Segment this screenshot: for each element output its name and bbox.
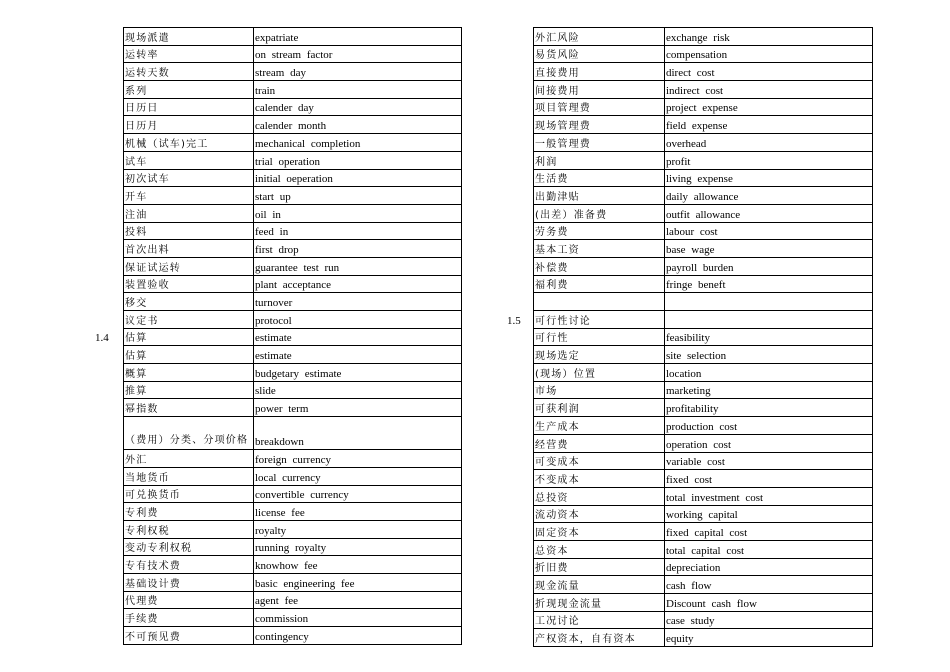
- english-term: compensation: [665, 45, 873, 63]
- english-term: foreign currency: [254, 450, 462, 468]
- glossary-row: [124, 28, 462, 46]
- chinese-term: 可获利润: [534, 399, 665, 417]
- chinese-term: 劳务费: [534, 222, 665, 240]
- glossary-row: [124, 240, 462, 258]
- glossary-row: [534, 611, 873, 629]
- chinese-term: 不变成本: [534, 470, 665, 488]
- chinese-term: 初次试车: [124, 169, 254, 187]
- glossary-row: [124, 151, 462, 169]
- glossary-row: [534, 151, 873, 169]
- chinese-term: 间接费用: [534, 81, 665, 99]
- chinese-term: 折现现金流量: [534, 594, 665, 612]
- english-term: production cost: [665, 417, 873, 435]
- glossary-row: [124, 346, 462, 364]
- chinese-term: 产权资本，自有资本: [534, 629, 665, 647]
- english-term: cash flow: [665, 576, 873, 594]
- english-term: local currency: [254, 467, 462, 485]
- chinese-term: 首次出料: [124, 240, 254, 258]
- glossary-row: [124, 450, 462, 468]
- chinese-term: 现金流量: [534, 576, 665, 594]
- glossary-row: [534, 63, 873, 81]
- chinese-term: 日历日: [124, 98, 254, 116]
- glossary-row: [534, 187, 873, 205]
- chinese-term: 系列: [124, 81, 254, 99]
- chinese-term: 可行性: [534, 328, 665, 346]
- chinese-term: 投料: [124, 222, 254, 240]
- glossary-row: [534, 222, 873, 240]
- chinese-term: 经营费: [534, 434, 665, 452]
- chinese-term: 保证试运转: [124, 257, 254, 275]
- chinese-term: 试车: [124, 151, 254, 169]
- glossary-row: [124, 204, 462, 222]
- english-term: mechanical completion: [254, 134, 462, 152]
- chinese-term: 手续费: [124, 609, 254, 627]
- english-term: equity: [665, 629, 873, 647]
- glossary-row: [124, 187, 462, 205]
- glossary-row: [534, 293, 873, 311]
- english-term: calender month: [254, 116, 462, 134]
- english-term: plant acceptance: [254, 275, 462, 293]
- chinese-term: 福利费: [534, 275, 665, 293]
- english-term: basic engineering fee: [254, 573, 462, 591]
- glossary-row: [534, 116, 873, 134]
- chinese-term: 可兑换货币: [124, 485, 254, 503]
- chinese-term: 现场管理费: [534, 116, 665, 134]
- glossary-row: [124, 556, 462, 574]
- english-term: feed in: [254, 222, 462, 240]
- glossary-row: [534, 311, 873, 329]
- english-term: calender day: [254, 98, 462, 116]
- english-term: fixed cost: [665, 470, 873, 488]
- chinese-term: 利润: [534, 151, 665, 169]
- english-term: train: [254, 81, 462, 99]
- chinese-term: 现场派遣: [124, 28, 254, 46]
- glossary-row: [534, 399, 873, 417]
- glossary-row: [124, 399, 462, 417]
- chinese-term: 机械（试车)完工: [124, 134, 254, 152]
- english-term: case study: [665, 611, 873, 629]
- section-number-1-5: 1.5: [507, 315, 521, 327]
- english-term: first drop: [254, 240, 462, 258]
- english-term: site selection: [665, 346, 873, 364]
- chinese-term: 固定资本: [534, 523, 665, 541]
- glossary-row: [534, 558, 873, 576]
- english-term: project expense: [665, 98, 873, 116]
- english-term: [665, 311, 873, 329]
- chinese-term: (现场）位置: [534, 364, 665, 382]
- english-term: living expense: [665, 169, 873, 187]
- chinese-term: （费用）分类、分项价格: [124, 417, 254, 450]
- english-term: variable cost: [665, 452, 873, 470]
- english-term: protocol: [254, 311, 462, 329]
- glossary-row: [534, 594, 873, 612]
- glossary-row: [124, 311, 462, 329]
- glossary-row: [124, 417, 462, 450]
- chinese-term: 不可预见费: [124, 627, 254, 645]
- glossary-row: [534, 275, 873, 293]
- chinese-term: 运转率: [124, 45, 254, 63]
- english-term: exchange risk: [665, 28, 873, 46]
- english-term: estimate: [254, 346, 462, 364]
- glossary-row: [534, 364, 873, 382]
- english-term: overhead: [665, 134, 873, 152]
- glossary-row: [124, 98, 462, 116]
- glossary-row: [534, 98, 873, 116]
- english-term: stream day: [254, 63, 462, 81]
- glossary-row: [124, 45, 462, 63]
- chinese-term: 外汇: [124, 450, 254, 468]
- glossary-row: [534, 629, 873, 647]
- chinese-term: 移交: [124, 293, 254, 311]
- english-term: feasibility: [665, 328, 873, 346]
- english-term: working capital: [665, 505, 873, 523]
- glossary-row: [534, 169, 873, 187]
- glossary-row: [534, 257, 873, 275]
- chinese-term: 日历月: [124, 116, 254, 134]
- english-term: expatriate: [254, 28, 462, 46]
- glossary-row: [534, 523, 873, 541]
- english-term: operation cost: [665, 434, 873, 452]
- english-term: depreciation: [665, 558, 873, 576]
- english-term: trial operation: [254, 151, 462, 169]
- english-term: license fee: [254, 503, 462, 521]
- english-term: running royalty: [254, 538, 462, 556]
- english-term: payroll burden: [665, 257, 873, 275]
- chinese-term: 工况讨论: [534, 611, 665, 629]
- glossary-row: [124, 63, 462, 81]
- chinese-term: 专利费: [124, 503, 254, 521]
- glossary-row: [124, 81, 462, 99]
- glossary-row: [124, 591, 462, 609]
- chinese-term: 项目管理费: [534, 98, 665, 116]
- chinese-term: 装置验收: [124, 275, 254, 293]
- chinese-term: 外汇风险: [534, 28, 665, 46]
- english-term: commission: [254, 609, 462, 627]
- glossary-row: [534, 487, 873, 505]
- english-term: oil in: [254, 204, 462, 222]
- glossary-row: [534, 417, 873, 435]
- glossary-row: [534, 576, 873, 594]
- chinese-term: 直接费用: [534, 63, 665, 81]
- english-term: knowhow fee: [254, 556, 462, 574]
- glossary-row: [534, 45, 873, 63]
- chinese-term: 生活费: [534, 169, 665, 187]
- glossary-row: [124, 257, 462, 275]
- english-term: start up: [254, 187, 462, 205]
- glossary-row: [124, 328, 462, 346]
- glossary-row: [534, 540, 873, 558]
- english-term: agent fee: [254, 591, 462, 609]
- glossary-row: [534, 240, 873, 258]
- glossary-row: [124, 381, 462, 399]
- chinese-term: 估算: [124, 328, 254, 346]
- glossary-row: [534, 328, 873, 346]
- glossary-row: [124, 573, 462, 591]
- english-term: estimate: [254, 328, 462, 346]
- glossary-row: [124, 609, 462, 627]
- glossary-row: [534, 470, 873, 488]
- english-term: Discount cash flow: [665, 594, 873, 612]
- english-term: power term: [254, 399, 462, 417]
- glossary-row: [534, 452, 873, 470]
- chinese-term: 开车: [124, 187, 254, 205]
- english-term: guarantee test run: [254, 257, 462, 275]
- glossary-row: [124, 134, 462, 152]
- english-term: fixed capital cost: [665, 523, 873, 541]
- chinese-term: 估算: [124, 346, 254, 364]
- chinese-term: 推算: [124, 381, 254, 399]
- glossary-row: [534, 381, 873, 399]
- english-term: on stream factor: [254, 45, 462, 63]
- chinese-term: 议定书: [124, 311, 254, 329]
- english-term: convertible currency: [254, 485, 462, 503]
- glossary-row: [534, 28, 873, 46]
- chinese-term: 变动专利权税: [124, 538, 254, 556]
- chinese-term: 易货风险: [534, 45, 665, 63]
- english-term: slide: [254, 381, 462, 399]
- chinese-term: 市场: [534, 381, 665, 399]
- chinese-term: (出差）准备费: [534, 204, 665, 222]
- chinese-term: 基本工资: [534, 240, 665, 258]
- english-term: daily allowance: [665, 187, 873, 205]
- chinese-term: 流动资本: [534, 505, 665, 523]
- english-term: profitability: [665, 399, 873, 417]
- chinese-term: 生产成本: [534, 417, 665, 435]
- glossary-row: [534, 346, 873, 364]
- english-term: total capital cost: [665, 540, 873, 558]
- chinese-term: 注油: [124, 204, 254, 222]
- glossary-row: [534, 81, 873, 99]
- section-number-1-4: 1.4: [95, 332, 109, 344]
- chinese-term: [534, 293, 665, 311]
- english-term: initial oeperation: [254, 169, 462, 187]
- chinese-term: 总投资: [534, 487, 665, 505]
- glossary-row: [534, 134, 873, 152]
- chinese-term: 一般管理费: [534, 134, 665, 152]
- glossary-table-left: [123, 27, 462, 645]
- chinese-term: 专有技术费: [124, 556, 254, 574]
- chinese-term: 专利权税: [124, 520, 254, 538]
- english-term: base wage: [665, 240, 873, 258]
- chinese-term: 运转天数: [124, 63, 254, 81]
- glossary-row: [124, 222, 462, 240]
- glossary-row: [124, 169, 462, 187]
- english-term: marketing: [665, 381, 873, 399]
- glossary-row: [534, 434, 873, 452]
- chinese-term: 折旧费: [534, 558, 665, 576]
- english-term: royalty: [254, 520, 462, 538]
- glossary-row: [124, 627, 462, 645]
- glossary-row: [534, 204, 873, 222]
- chinese-term: 当地货币: [124, 467, 254, 485]
- chinese-term: 出勤津贴: [534, 187, 665, 205]
- chinese-term: 概算: [124, 364, 254, 382]
- glossary-row: [534, 505, 873, 523]
- english-term: breakdown: [254, 417, 462, 450]
- english-term: outfit allowance: [665, 204, 873, 222]
- chinese-term: 现场选定: [534, 346, 665, 364]
- english-term: contingency: [254, 627, 462, 645]
- glossary-row: [124, 467, 462, 485]
- glossary-row: [124, 503, 462, 521]
- chinese-term: 总资本: [534, 540, 665, 558]
- english-term: total investment cost: [665, 487, 873, 505]
- glossary-row: [124, 293, 462, 311]
- chinese-term: 代理费: [124, 591, 254, 609]
- english-term: profit: [665, 151, 873, 169]
- glossary-row: [124, 520, 462, 538]
- glossary-row: [124, 364, 462, 382]
- english-term: turnover: [254, 293, 462, 311]
- english-term: indirect cost: [665, 81, 873, 99]
- english-term: fringe beneft: [665, 275, 873, 293]
- chinese-term: 补偿费: [534, 257, 665, 275]
- english-term: direct cost: [665, 63, 873, 81]
- glossary-row: [124, 538, 462, 556]
- glossary-row: [124, 485, 462, 503]
- english-term: field expense: [665, 116, 873, 134]
- chinese-term: 基础设计费: [124, 573, 254, 591]
- chinese-term: 可变成本: [534, 452, 665, 470]
- english-term: [665, 293, 873, 311]
- english-term: location: [665, 364, 873, 382]
- chinese-term: 幂指数: [124, 399, 254, 417]
- english-term: budgetary estimate: [254, 364, 462, 382]
- english-term: labour cost: [665, 222, 873, 240]
- chinese-term: 可行性讨论: [534, 311, 665, 329]
- glossary-table-right: [533, 27, 873, 647]
- glossary-row: [124, 275, 462, 293]
- glossary-row: [124, 116, 462, 134]
